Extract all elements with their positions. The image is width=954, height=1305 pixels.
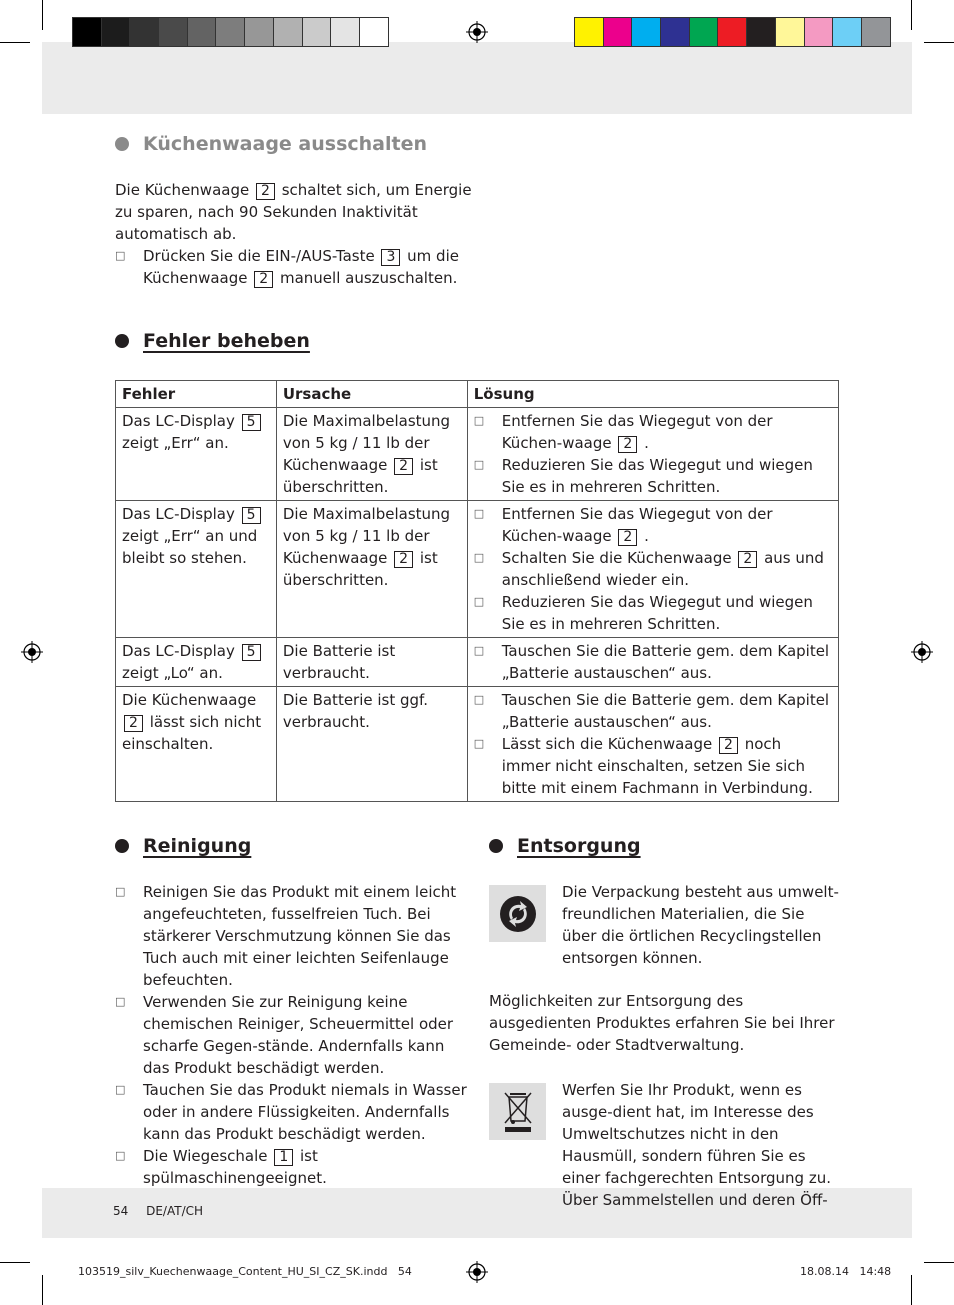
table-row <box>116 687 839 802</box>
list-item: □ Reduzieren Sie das Wiegegut und wiegen Sie es in mehreren Schritten. <box>474 591 832 635</box>
page-number: 54 <box>113 1204 129 1218</box>
part-ref: 5 <box>242 414 261 431</box>
part-ref: 5 <box>242 644 261 661</box>
bullet-dot-icon <box>115 839 129 853</box>
cell-fehler: Die Küchenwaage 2 lässt sich nicht einschalten. <box>116 687 277 802</box>
cell-ursache: Die Batterie ist verbraucht. <box>276 638 467 687</box>
part-ref: 2 <box>394 551 413 568</box>
list-item: □ Drücken Sie die EIN-/AUS-Taste 3 um die Küchenwaage 2 manuell auszuschalten. <box>115 245 475 289</box>
bullet-dot-icon <box>115 334 129 348</box>
list-item: □ Reduzieren Sie das Wiegegut und wiegen Sie es in mehreren Schritten. <box>474 454 832 498</box>
crop-mark <box>924 1262 954 1263</box>
crop-mark <box>42 0 43 30</box>
list-item: □ Tauschen Sie die Batterie gem. dem Kapitel „Batterie austauschen“ aus. <box>474 640 832 684</box>
grey-swatch <box>331 17 360 47</box>
part-ref: 2 <box>719 737 738 754</box>
part-ref: 2 <box>394 458 413 475</box>
crop-mark <box>911 1275 912 1305</box>
bullet-dot-icon <box>115 137 129 151</box>
registration-mark-icon <box>466 1261 488 1283</box>
table-row <box>116 501 839 638</box>
grey-color-bar <box>72 17 389 47</box>
table-row <box>116 638 839 687</box>
solution-list <box>474 640 832 684</box>
page-footer <box>113 1204 203 1218</box>
section-heading-disposal: Entsorgung <box>489 835 641 857</box>
section-heading-switch-off: Küchenwaage ausschalten <box>115 133 427 155</box>
color-swatch <box>690 17 719 47</box>
cell-fehler: Das LC-Display 5 zeigt „Err“ an. <box>116 408 277 501</box>
part-ref: 3 <box>381 249 400 266</box>
process-color-bar <box>574 17 891 47</box>
crossed-out-wheelie-bin-icon <box>489 1083 546 1140</box>
list-item: □ Die Wiegeschale 1 ist spülmaschinengeeignet. <box>115 1145 467 1189</box>
country-code: DE/AT/CH <box>146 1204 204 1218</box>
color-swatch <box>661 17 690 47</box>
list-item: □ Entfernen Sie das Wiegegut von der Küchen-waage 2 . <box>474 410 832 454</box>
list-item: □ Tauschen Sie die Batterie gem. dem Kapitel „Batterie austauschen“ aus. <box>474 689 832 733</box>
cell-ursache: Die Batterie ist ggf. verbraucht. <box>276 687 467 802</box>
color-swatch <box>862 17 891 47</box>
crop-mark <box>924 42 954 43</box>
grey-swatch <box>72 17 102 47</box>
cell-ursache: Die Maximalbelastung von 5 kg / 11 lb der Küchenwaage 2 ist überschritten. <box>276 408 467 501</box>
color-swatch <box>805 17 834 47</box>
color-swatch <box>604 17 633 47</box>
list-item: □ Schalten Sie die Küchenwaage 2 aus und anschließend wieder ein. <box>474 547 832 591</box>
cell-ursache: Die Maximalbelastung von 5 kg / 11 lb der Küchenwaage 2 ist überschritten. <box>276 501 467 638</box>
solution-list <box>474 410 832 498</box>
grey-swatch <box>274 17 303 47</box>
column-header: Ursache <box>276 381 467 408</box>
crop-mark <box>42 1275 43 1305</box>
table-header-row <box>116 381 839 408</box>
switch-off-steps <box>115 245 475 289</box>
registration-mark-icon <box>911 641 933 663</box>
color-swatch <box>833 17 862 47</box>
part-ref: 2 <box>254 271 273 288</box>
slug-file-name: 103519_silv_Kuechenwaage_Content_HU_SI_CZ_SK.indd 54 <box>78 1265 412 1278</box>
registration-mark-icon <box>21 641 43 663</box>
cell-loesung <box>467 408 838 501</box>
solution-list <box>474 503 832 635</box>
grey-swatch <box>216 17 245 47</box>
crop-mark <box>911 0 912 30</box>
column-header: Fehler <box>116 381 277 408</box>
disposal-info-text: Möglichkeiten zur Entsorgung des ausgedienten Produktes erfahren Sie bei Ihrer Gemeinde- oder Stadtverwaltung. <box>489 992 835 1054</box>
disposal-product-text: Werfen Sie Ihr Produkt, wenn es ausge-dient hat, im Interesse des Umweltschutzes nicht in den Hausmüll, sondern führen Sie es einer fachgerechten Entsorgung zu. Über Sammelstellen und deren Öff- <box>562 1081 831 1209</box>
disposal-packaging-text: Die Verpackung besteht aus umwelt-freundlichen Materialien, die Sie über die örtlichen Recyclingstellen entsorgen können. <box>562 883 839 967</box>
grey-swatch <box>303 17 332 47</box>
part-ref: 2 <box>124 715 143 732</box>
grey-swatch <box>360 17 389 47</box>
registration-mark-icon <box>466 21 488 43</box>
part-ref: 2 <box>738 551 757 568</box>
color-swatch <box>747 17 776 47</box>
switch-off-paragraph: Die Küchenwaage 2 schaltet sich, um Energie zu sparen, nach 90 Sekunden Inaktivität automatisch ab. <box>115 181 472 243</box>
grey-swatch <box>102 17 131 47</box>
list-item: □ Verwenden Sie zur Reinigung keine chemischen Reiniger, Scheuermittel oder scharfe Gegen-stände. Andernfalls kann das Produkt beschädigt werden. <box>115 991 467 1079</box>
color-swatch <box>718 17 747 47</box>
grey-swatch <box>130 17 159 47</box>
cell-fehler: Das LC-Display 5 zeigt „Err“ an und bleibt so stehen. <box>116 501 277 638</box>
color-swatch <box>574 17 604 47</box>
table-row <box>116 408 839 501</box>
cleaning-list <box>115 881 467 1189</box>
troubleshooting-table <box>115 380 839 802</box>
cell-loesung <box>467 501 838 638</box>
grey-swatch <box>159 17 188 47</box>
bullet-dot-icon <box>489 839 503 853</box>
crop-mark <box>0 42 30 43</box>
part-ref: 2 <box>618 436 637 453</box>
color-swatch <box>632 17 661 47</box>
part-ref: 2 <box>256 183 275 200</box>
cell-loesung <box>467 687 838 802</box>
slug-date-time: 18.08.14 14:48 <box>800 1265 892 1278</box>
header-band <box>42 42 912 114</box>
column-header: Lösung <box>467 381 838 408</box>
crop-mark <box>0 1262 30 1263</box>
color-swatch <box>776 17 805 47</box>
part-ref: 2 <box>618 529 637 546</box>
section-heading-troubleshooting: Fehler beheben <box>115 330 310 352</box>
cell-loesung <box>467 638 838 687</box>
list-item: □ Lässt sich die Küchenwaage 2 noch immer nicht einschalten, setzen Sie sich bitte mit einem Fachmann in Verbindung. <box>474 733 832 799</box>
cell-fehler: Das LC-Display 5 zeigt „Lo“ an. <box>116 638 277 687</box>
green-dot-recycling-icon <box>489 885 546 942</box>
section-heading-cleaning: Reinigung <box>115 835 251 857</box>
grey-swatch <box>188 17 217 47</box>
part-ref: 5 <box>242 507 261 524</box>
part-ref: 1 <box>274 1149 293 1166</box>
grey-swatch <box>245 17 274 47</box>
list-item: □ Entfernen Sie das Wiegegut von der Küchen-waage 2 . <box>474 503 832 547</box>
list-item: □ Reinigen Sie das Produkt mit einem leicht angefeuchteten, fusselfreien Tuch. Bei stärkerer Verschmutzung können Sie das Tuch auch mit einer leichten Seifenlauge befeuchten. <box>115 881 467 991</box>
solution-list <box>474 689 832 799</box>
list-item: □ Tauchen Sie das Produkt niemals in Wasser oder in andere Flüssigkeiten. Andernfalls kann das Produkt beschädigt werden. <box>115 1079 467 1145</box>
